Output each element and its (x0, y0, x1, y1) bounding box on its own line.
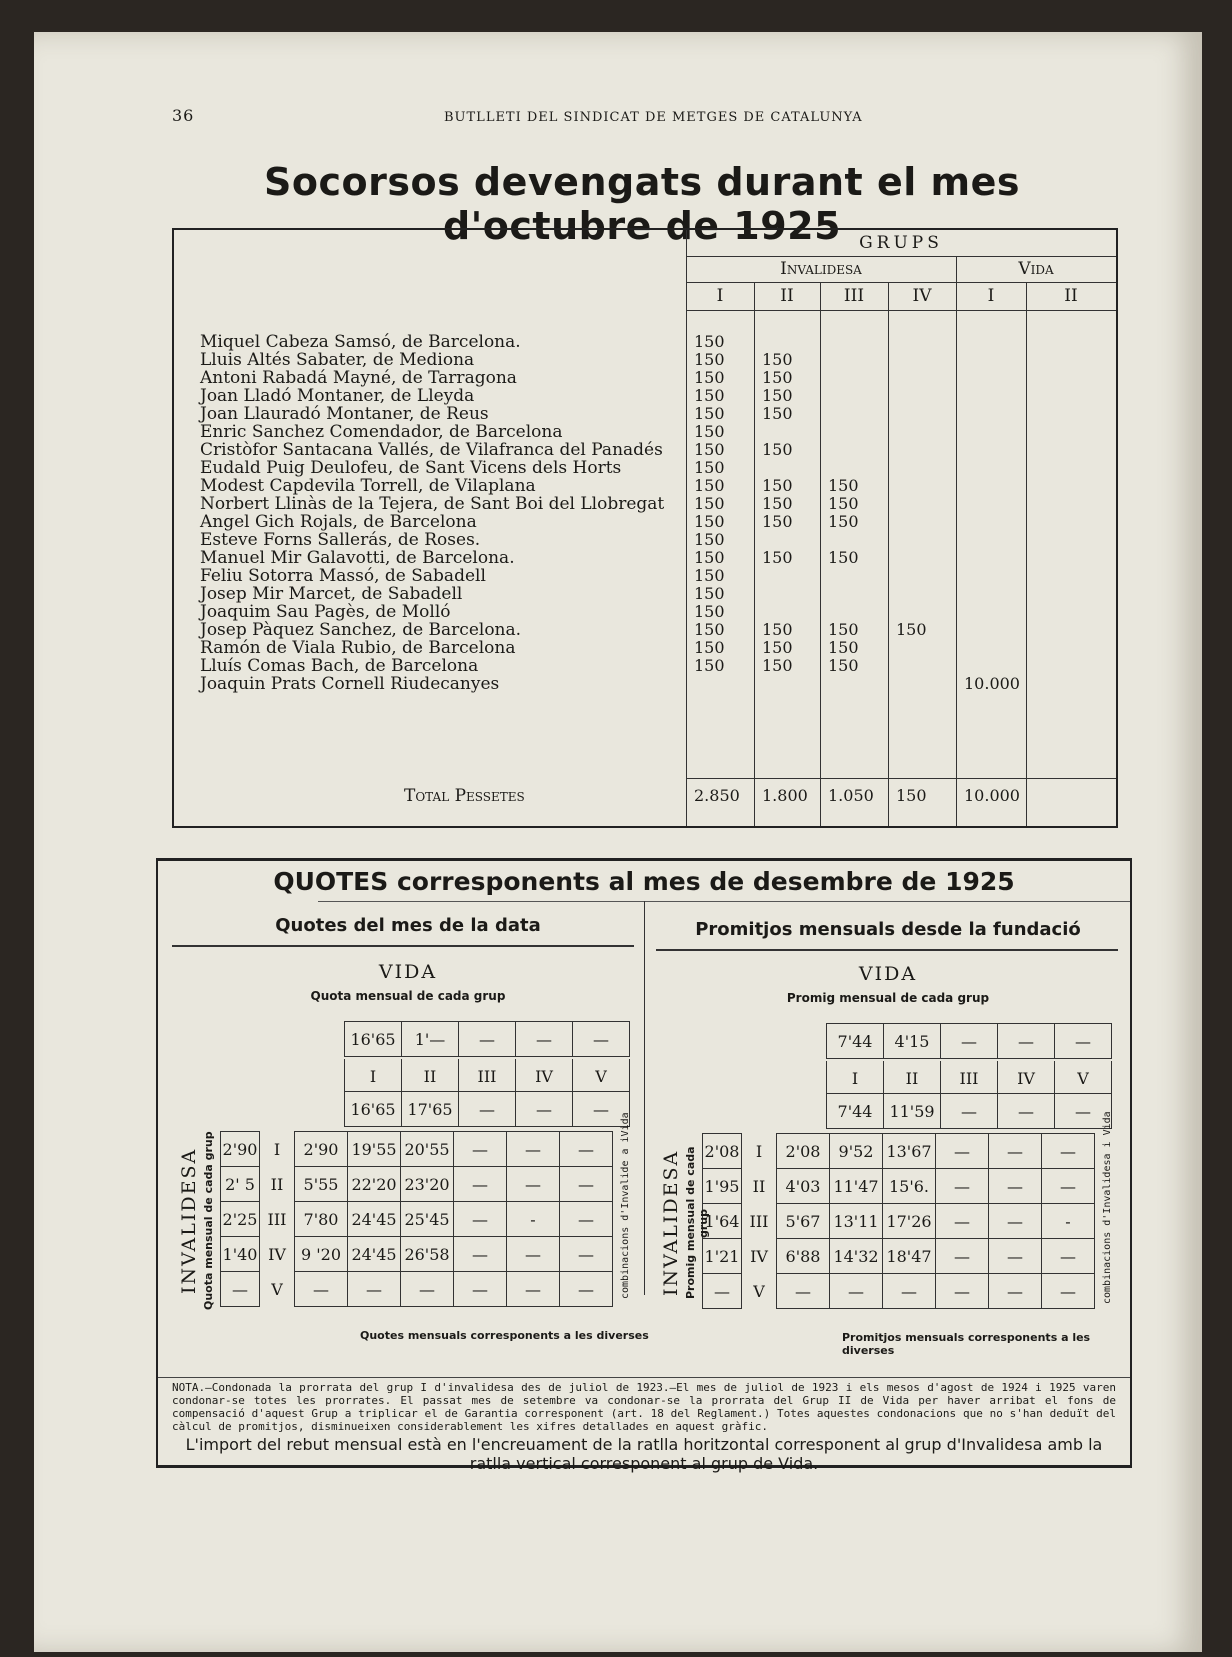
left-combined-row-table (344, 1091, 630, 1127)
table-cell (964, 549, 1020, 567)
table-cell: 150 (828, 548, 859, 567)
table-cell (828, 333, 859, 351)
combination-cell: 7'80 (295, 1202, 348, 1237)
table-cell (762, 567, 793, 585)
combination-cell: — (989, 1239, 1042, 1274)
combination-cell: 11'47 (830, 1169, 883, 1204)
table-cell (896, 585, 927, 603)
table-cell (896, 333, 927, 351)
combination-cell: — (989, 1274, 1042, 1309)
value-column (964, 333, 1020, 693)
combination-cell: — (454, 1202, 507, 1237)
table-cell (762, 603, 793, 621)
group-header: V (573, 1059, 630, 1093)
combination-cell: 13'67 (883, 1134, 936, 1169)
quota-cell: — (573, 1022, 630, 1057)
table-cell (828, 405, 859, 423)
combination-cell: — (507, 1237, 560, 1272)
quota-cell: 1'— (402, 1022, 459, 1057)
table-cell (896, 387, 927, 405)
right-heading: Promitjos mensuals desde la fundació (695, 919, 1081, 940)
combination-cell: 9 '20 (295, 1237, 348, 1272)
column-header: II (780, 286, 794, 306)
combined-cell: — (459, 1092, 516, 1127)
table-cell (896, 513, 927, 531)
combination-cell: — (1042, 1169, 1095, 1204)
combination-cell: 23'20 (401, 1167, 454, 1202)
combination-cell: — (989, 1169, 1042, 1204)
table-cell: 150 (828, 638, 859, 657)
table-cell: 150 (694, 620, 725, 639)
left-group-header-table (344, 1059, 630, 1093)
invalidesa-quota: — (221, 1272, 260, 1307)
invalidesa-group: V (260, 1272, 295, 1307)
table-cell (896, 567, 927, 585)
combination-cell: — (560, 1202, 613, 1237)
member-name: Manuel Mir Galavotti, de Barcelona. (200, 548, 515, 568)
table-cell: 150 (762, 368, 793, 387)
invalidesa-quota: 2'90 (221, 1132, 260, 1167)
group-header: II (884, 1061, 941, 1095)
combination-cell: — (454, 1167, 507, 1202)
quota-cell: 7'44 (827, 1024, 884, 1059)
group-header: IV (998, 1061, 1055, 1095)
quota-cell: — (459, 1022, 516, 1057)
table-cell: 150 (762, 440, 793, 459)
group-header: I (827, 1061, 884, 1095)
right-footer-label: Promitjos mensuals corresponents a les diverses (842, 1331, 1091, 1357)
table-cell: 150 (694, 350, 725, 369)
table-cell (762, 531, 793, 549)
table-cell (828, 387, 859, 405)
combination-cell: 17'26 (883, 1204, 936, 1239)
table-cell (964, 585, 1020, 603)
member-name: Joan Llauradó Montaner, de Reus (200, 404, 489, 424)
group-header: IV (516, 1059, 573, 1093)
table-cell (828, 423, 859, 441)
combined-cell: — (1055, 1094, 1112, 1129)
table-cell (896, 531, 927, 549)
table-cell: 150 (694, 530, 725, 549)
invalidesa-group: IV (742, 1239, 777, 1274)
table-cell: 150 (694, 512, 725, 531)
quota-cell: 4'15 (884, 1024, 941, 1059)
page-title: Socorsos devengats durant el mes d'octubre de 1925 (264, 160, 1020, 248)
right-side-label: combinacions d'Invalidesa i Vida (1102, 1111, 1113, 1305)
table-cell (828, 459, 859, 477)
invalidesa-quota: 1'64 (703, 1204, 742, 1239)
combination-cell: 2'90 (295, 1132, 348, 1167)
invalidesa-quota: 2'25 (221, 1202, 260, 1237)
invalidesa-quota: — (703, 1274, 742, 1309)
table-cell (828, 531, 859, 549)
total-label: Total Pessetes (404, 786, 525, 806)
combination-cell: — (560, 1272, 613, 1307)
combination-cell: — (989, 1134, 1042, 1169)
member-name: Angel Gich Rojals, de Barcelona (200, 512, 477, 532)
right-vida-subtitle: Promig mensual de cada grup (786, 991, 990, 1005)
table-cell (964, 567, 1020, 585)
note-summary: L'import del rebut mensual està en l'encreuament de la ratlla horitzontal corresponent al grup d'Invalidesa amb la ratlla vertical corresponent al grup de Vida. (185, 1435, 1103, 1473)
table-cell: 150 (762, 386, 793, 405)
table-cell (694, 675, 725, 693)
combination-cell: 19'55 (348, 1132, 401, 1167)
member-name: Josep Mir Marcet, de Sabadell (200, 584, 463, 604)
total-value: 1.800 (762, 786, 808, 805)
combination-cell: — (830, 1274, 883, 1309)
table-cell (964, 495, 1020, 513)
invalidesa-group: I (742, 1134, 777, 1169)
vida-heading: Vida (1018, 259, 1054, 279)
table-cell (896, 423, 927, 441)
combination-cell: 25'45 (401, 1202, 454, 1237)
table-cell (964, 351, 1020, 369)
combination-cell: 5'55 (295, 1167, 348, 1202)
quota-cell: — (998, 1024, 1055, 1059)
combined-cell: — (516, 1092, 573, 1127)
combination-cell: — (560, 1167, 613, 1202)
right-vida-quota-table (826, 1023, 1112, 1059)
member-name: Norbert Llinàs de la Tejera, de Sant Boi del Llobregat (200, 494, 665, 514)
table-cell: 150 (762, 548, 793, 567)
table-cell (762, 675, 793, 693)
right-invalidesa-subtitle: Promig mensual de cada grup (684, 1146, 710, 1300)
combination-cell: 4'03 (777, 1169, 830, 1204)
combination-cell: — (936, 1239, 989, 1274)
combined-cell: — (941, 1094, 998, 1129)
value-column (694, 333, 725, 693)
combined-cell: — (998, 1094, 1055, 1129)
table-cell: 150 (828, 620, 859, 639)
invalidesa-group: IV (260, 1237, 295, 1272)
combination-cell: 20'55 (401, 1132, 454, 1167)
document-page (34, 32, 1202, 1652)
note-text: NOTA.—Condonada la prorrata del grup I d'invalidesa des de juliol de 1923.—El mes de juliol de 1923 i els mesos d'agost de 1924 i 1925 varen condonar-se totes les prorrates. El passat mes de setembre va condonar-se la prorrata del Grup II de Vida per haver arribat el fons de compensació d'aquest Grup a triplicar el de Garantia corresponent (art. 18 del Reglament.) Totes aquestes condonacions que no s'han deduït del càlcul de promitjos, disminueixen considerablement les xifres detallades en aquest gràfic. (172, 1381, 1116, 1433)
total-value: 1.050 (828, 786, 874, 805)
invalidesa-group: II (742, 1169, 777, 1204)
total-value: 10.000 (964, 786, 1020, 805)
table-cell: 150 (694, 494, 725, 513)
table-cell (964, 423, 1020, 441)
table-cell (964, 531, 1020, 549)
combined-cell: 17'65 (402, 1092, 459, 1127)
table-cell: 150 (762, 494, 793, 513)
left-vida-quota-table (344, 1021, 630, 1057)
table-cell (828, 567, 859, 585)
combination-cell: — (507, 1132, 560, 1167)
group-header: II (402, 1059, 459, 1093)
quota-cell: — (516, 1022, 573, 1057)
table-cell: 150 (694, 368, 725, 387)
combination-cell: 9'52 (830, 1134, 883, 1169)
invalidesa-group: I (260, 1132, 295, 1167)
combination-cell: — (936, 1274, 989, 1309)
table-cell (964, 387, 1020, 405)
combination-cell: - (507, 1202, 560, 1237)
table-cell (964, 513, 1020, 531)
column-header: I (716, 286, 724, 306)
table-cell: 10.000 (964, 674, 1020, 693)
left-heading: Quotes del mes de la data (275, 915, 541, 936)
invalidesa-quota: 2' 5 (221, 1167, 260, 1202)
table-cell: 150 (694, 548, 725, 567)
invalidesa-quota: 2'08 (703, 1134, 742, 1169)
combination-cell: 22'20 (348, 1167, 401, 1202)
combination-cell: — (936, 1134, 989, 1169)
table-cell: 150 (694, 602, 725, 621)
combination-cell: — (936, 1204, 989, 1239)
combination-cell: — (560, 1237, 613, 1272)
table-cell: 150 (828, 476, 859, 495)
table-cell: 150 (828, 512, 859, 531)
column-header: IV (912, 286, 932, 306)
combination-cell: 6'88 (777, 1239, 830, 1274)
table-cell (896, 603, 927, 621)
right-combined-row-table (826, 1093, 1112, 1129)
combination-cell: — (1042, 1239, 1095, 1274)
running-title: BUTLLETI DEL SINDICAT DE METGES DE CATALUNYA (444, 110, 863, 125)
member-name: Antoni Rabadá Mayné, de Tarragona (200, 368, 517, 388)
invalidesa-quota: 1'21 (703, 1239, 742, 1274)
table-cell: 150 (694, 638, 725, 657)
left-invalidesa-label: INVALIDESA (178, 1147, 200, 1295)
member-name: Esteve Forns Sallerás, de Roses. (200, 530, 481, 550)
member-name: Eudald Puig Deulofeu, de Sant Vicens dels Horts (200, 458, 622, 478)
combination-cell: — (507, 1272, 560, 1307)
table-cell (896, 441, 927, 459)
grups-heading: GRUPS (859, 233, 943, 253)
table-cell: 150 (694, 584, 725, 603)
table-cell (896, 477, 927, 495)
invalidesa-heading: Invalidesa (780, 259, 862, 279)
member-name: Miquel Cabeza Samsó, de Barcelona. (200, 332, 521, 352)
table-cell: 150 (762, 404, 793, 423)
member-name: Josep Pàquez Sanchez, de Barcelona. (200, 620, 522, 640)
table-cell (828, 441, 859, 459)
member-name: Enric Sanchez Comendador, de Barcelona (200, 422, 563, 442)
combination-cell: — (454, 1272, 507, 1307)
combination-cell: — (989, 1204, 1042, 1239)
invalidesa-group: III (742, 1204, 777, 1239)
quotes-panel (156, 858, 1132, 1473)
invalidesa-group: V (742, 1274, 777, 1309)
quotes-title: QUOTES corresponents al mes de desembre de 1925 (273, 867, 1015, 896)
combination-cell: 24'45 (348, 1237, 401, 1272)
combined-cell: 7'44 (827, 1094, 884, 1129)
table-cell (964, 405, 1020, 423)
table-cell (828, 351, 859, 369)
right-combination-table (702, 1133, 1095, 1309)
table-cell: 150 (762, 638, 793, 657)
combination-cell: — (936, 1169, 989, 1204)
table-cell (762, 585, 793, 603)
table-cell (828, 675, 859, 693)
table-cell: 150 (694, 476, 725, 495)
table-cell (828, 369, 859, 387)
left-vida-subtitle: Quota mensual de cada grup (310, 989, 506, 1003)
left-vida-title: VIDA (378, 961, 438, 983)
table-cell: 150 (694, 566, 725, 585)
combination-cell: — (348, 1272, 401, 1307)
table-cell (964, 657, 1020, 675)
right-invalidesa-label: INVALIDESA (660, 1149, 682, 1297)
value-column (762, 333, 793, 693)
table-cell (896, 675, 927, 693)
table-cell (896, 405, 927, 423)
table-cell (896, 351, 927, 369)
table-cell (762, 459, 793, 477)
member-name: Feliu Sotorra Massó, de Sabadell (200, 566, 486, 586)
combination-cell: 5'67 (777, 1204, 830, 1239)
member-names (200, 333, 664, 693)
combination-cell: 24'45 (348, 1202, 401, 1237)
invalidesa-group: III (260, 1202, 295, 1237)
group-header: III (459, 1059, 516, 1093)
table-cell (896, 657, 927, 675)
member-name: Joaquim Sau Pagès, de Molló (200, 602, 451, 622)
member-name: Cristòfor Santacana Vallés, de Vilafranca del Panadés (200, 440, 663, 460)
table-cell: 150 (762, 476, 793, 495)
combination-cell: — (560, 1132, 613, 1167)
combination-cell: — (1042, 1274, 1095, 1309)
group-header: V (1055, 1061, 1112, 1095)
member-name: Lluis Altés Sabater, de Mediona (200, 350, 475, 370)
table-cell (964, 477, 1020, 495)
benefits-table (172, 228, 1118, 828)
column-header: I (987, 286, 995, 306)
table-cell: 150 (762, 350, 793, 369)
total-value: 150 (896, 786, 927, 805)
total-value: 2.850 (694, 786, 740, 805)
quota-cell: — (1055, 1024, 1112, 1059)
combination-cell: 15'6. (883, 1169, 936, 1204)
combined-cell: 11'59 (884, 1094, 941, 1129)
table-cell (828, 603, 859, 621)
combination-cell: — (1042, 1134, 1095, 1169)
combination-cell: 14'32 (830, 1239, 883, 1274)
table-cell: 150 (896, 620, 927, 639)
table-cell: 150 (694, 422, 725, 441)
member-name: Joaquin Prats Cornell Riudecanyes (200, 674, 500, 694)
left-footer-label: Quotes mensuals corresponents a les diverses (360, 1329, 649, 1342)
table-cell (896, 459, 927, 477)
table-cell (896, 639, 927, 657)
table-cell: 150 (694, 656, 725, 675)
table-cell (964, 333, 1020, 351)
left-side-label: combinacions d'Invalide a iVida (620, 1112, 631, 1300)
left-combination-table (220, 1131, 613, 1307)
table-cell: 150 (694, 404, 725, 423)
member-name: Lluís Comas Bach, de Barcelona (200, 656, 479, 676)
table-cell (828, 585, 859, 603)
table-cell (964, 603, 1020, 621)
combined-cell: — (573, 1092, 630, 1127)
member-name: Ramón de Viala Rubio, de Barcelona (200, 638, 516, 658)
combination-cell: — (401, 1272, 454, 1307)
combination-cell: 13'11 (830, 1204, 883, 1239)
column-header: III (843, 286, 865, 306)
left-invalidesa-subtitle: Quota mensual de cada grup (202, 1131, 215, 1311)
invalidesa-quota: 1'40 (221, 1237, 260, 1272)
member-name: Modest Capdevila Torrell, de Vilaplana (200, 476, 536, 496)
combined-cell: 16'65 (345, 1092, 402, 1127)
table-cell (896, 369, 927, 387)
table-cell (964, 621, 1020, 639)
table-cell: 150 (694, 458, 725, 477)
table-cell: 150 (828, 656, 859, 675)
combination-cell: — (295, 1272, 348, 1307)
group-header: III (941, 1061, 998, 1095)
combination-cell: 26'58 (401, 1237, 454, 1272)
right-group-header-table (826, 1061, 1112, 1095)
value-column (896, 333, 927, 693)
table-cell: 150 (694, 440, 725, 459)
combination-cell: — (507, 1167, 560, 1202)
value-column (828, 333, 859, 693)
table-cell (896, 495, 927, 513)
invalidesa-quota: 1'95 (703, 1169, 742, 1204)
table-cell (964, 369, 1020, 387)
table-cell: 150 (762, 620, 793, 639)
table-cell: 150 (694, 332, 725, 351)
table-cell (964, 459, 1020, 477)
table-cell (964, 639, 1020, 657)
table-cell: 150 (762, 656, 793, 675)
table-cell (964, 441, 1020, 459)
quota-cell: 16'65 (345, 1022, 402, 1057)
page-number: 36 (172, 106, 195, 125)
table-cell: 150 (828, 494, 859, 513)
table-cell: 150 (762, 512, 793, 531)
column-header: II (1064, 286, 1078, 306)
combination-cell: — (777, 1274, 830, 1309)
table-cell (762, 423, 793, 441)
combination-cell: 18'47 (883, 1239, 936, 1274)
member-name: Joan Lladó Montaner, de Lleyda (200, 386, 475, 406)
combination-cell: — (883, 1274, 936, 1309)
table-cell (762, 333, 793, 351)
combination-cell: — (454, 1237, 507, 1272)
table-cell: 150 (694, 386, 725, 405)
combination-cell: 2'08 (777, 1134, 830, 1169)
combination-cell: - (1042, 1204, 1095, 1239)
combination-cell: — (454, 1132, 507, 1167)
quota-cell: — (941, 1024, 998, 1059)
group-header: I (345, 1059, 402, 1093)
invalidesa-group: II (260, 1167, 295, 1202)
right-vida-title: VIDA (858, 963, 918, 985)
table-cell (896, 549, 927, 567)
